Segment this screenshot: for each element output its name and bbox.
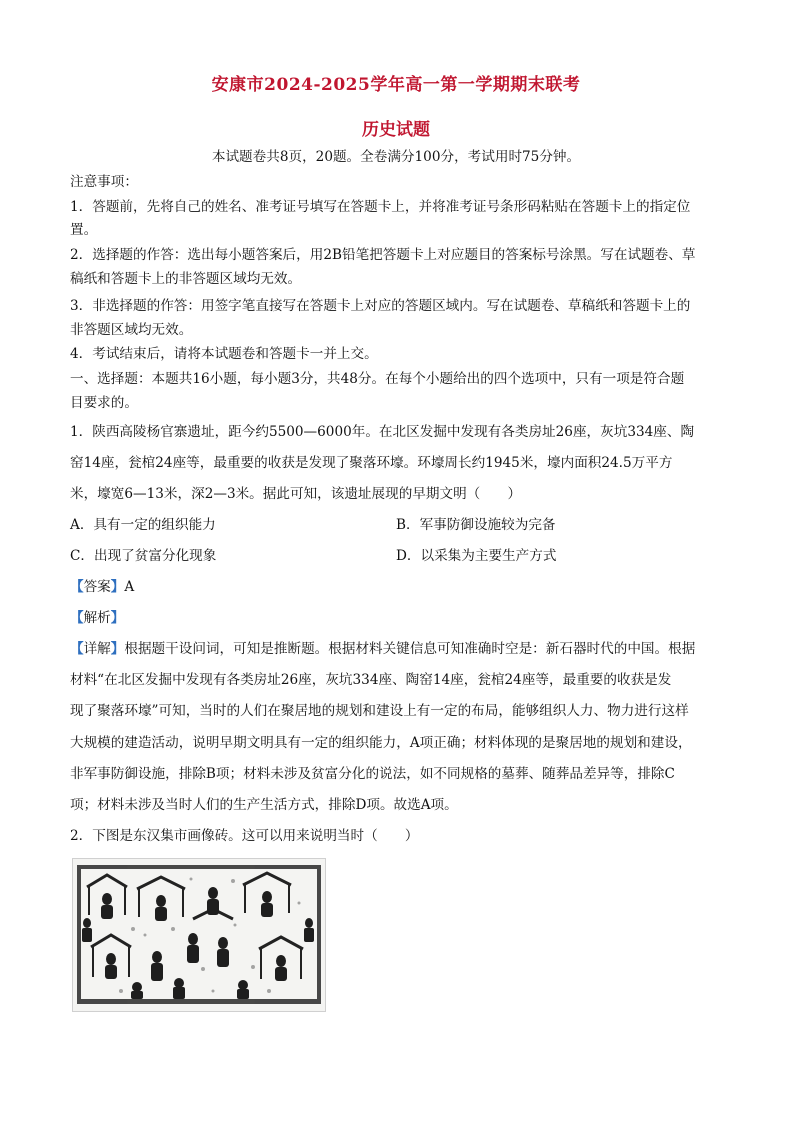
note-line: 3．非选择题的作答：用签字笔直接写在答题卡上对应的答题区域内。写在试题卷、草稿纸和答题卡上的 xyxy=(70,298,691,314)
detail-text: 根据题干设问词，可知是推断题。根据材料关键信息可知准确时空是：新石器时代的中国。根据 xyxy=(124,641,696,657)
q1-detail-line: 项；材料未涉及当时人们的生产生活方式，排除D项。故选A项。 xyxy=(70,797,458,813)
detail-bracket-open: 【 xyxy=(70,641,84,657)
rubbing-illustration xyxy=(73,859,325,1011)
q1-option-b: B．军事防御设施较为完备 xyxy=(396,517,556,533)
answer-label: 答案 xyxy=(83,579,111,595)
q1-detail-line: 材料“在北区发掘中发现有各类房址26座，灰坑334座、陶窑14座，瓮棺24座等，最重要的收获是发 xyxy=(70,672,672,688)
q1-stem-line: 米，壕宽6—13米，深2—3米。据此可知，该遗址展现的早期文明（ ） xyxy=(70,486,522,502)
q1-detail-line: 非军事防御设施，排除B项；材料未涉及贫富分化的说法，如不同规格的墓葬、随葬品差异等，排除C xyxy=(70,766,675,782)
section-heading: 一、选择题：本题共16小题，每小题3分，共48分。在每个小题给出的四个选项中，只有一项是符合题 xyxy=(70,371,685,387)
q1-option-a: A．具有一定的组织能力 xyxy=(70,517,216,533)
note-line: 4．考试结束后，请将本试题卷和答题卡一并上交。 xyxy=(70,346,378,362)
exam-subject: 历史试题 xyxy=(362,120,430,140)
analysis-bracket-open: 【 xyxy=(70,610,84,626)
detail-label: 详解 xyxy=(83,641,111,657)
notes-heading: 注意事项： xyxy=(70,174,138,190)
q1-analysis-label xyxy=(70,608,722,628)
q1-option-d: D．以采集为主要生产方式 xyxy=(396,548,557,564)
exam-intro: 本试题卷共8页，20题。全卷满分100分，考试用时75分钟。 xyxy=(211,149,581,165)
q1-stem-line: 1．陕西高陵杨官寨遗址，距今约5500—6000年。在北区发掘中发现有各类房址26座，灰坑334座、陶 xyxy=(70,424,695,440)
q1-answer xyxy=(70,577,722,597)
q1-stem-line: 窑14座，瓮棺24座等，最重要的收获是发现了聚落环壕。环壕周长约1945米，壕内面积24.5万平方 xyxy=(70,455,673,471)
exam-title: 安康市2024-2025学年高一第一学期期末联考 xyxy=(211,75,581,95)
answer-bracket-close: 】 xyxy=(110,579,125,595)
answer-value: A xyxy=(124,579,135,595)
q1-detail-line xyxy=(70,639,722,659)
answer-bracket-open: 【 xyxy=(70,579,84,595)
note-line: 2．选择题的作答：选出每小题答案后，用2B铅笔把答题卡上对应题目的答案标号涂黑。写在试题卷、草 xyxy=(70,247,696,263)
q2-stem: 2．下图是东汉集市画像砖。这可以用来说明当时（ ） xyxy=(70,828,419,844)
q1-detail-line: 大规模的建造活动，说明早期文明具有一定的组织能力，A项正确；材料体现的是聚居地的规划和建设， xyxy=(70,735,692,751)
analysis-bracket-close: 】 xyxy=(110,610,125,626)
note-line: 稿纸和答题卡上的非答题区域均无效。 xyxy=(70,271,302,287)
section-heading-cont: 目要求的。 xyxy=(70,395,138,411)
note-line: 置。 xyxy=(70,222,98,238)
han-market-brick-rubbing-image xyxy=(72,858,326,1012)
note-line: 1．答题前，先将自己的姓名、准考证号填写在答题卡上，并将准考证号条形码粘贴在答题卡上的指定位 xyxy=(70,199,691,215)
detail-bracket-close: 】 xyxy=(110,641,125,657)
q1-option-c: C．出现了贫富分化现象 xyxy=(70,548,217,564)
analysis-label: 解析 xyxy=(83,610,111,626)
note-line: 非答题区域均无效。 xyxy=(70,322,193,338)
q1-detail-line: 现了聚落环壕”可知，当时的人们在聚居地的规划和建设上有一定的布局，能够组织人力、物力进行这样 xyxy=(70,703,689,719)
